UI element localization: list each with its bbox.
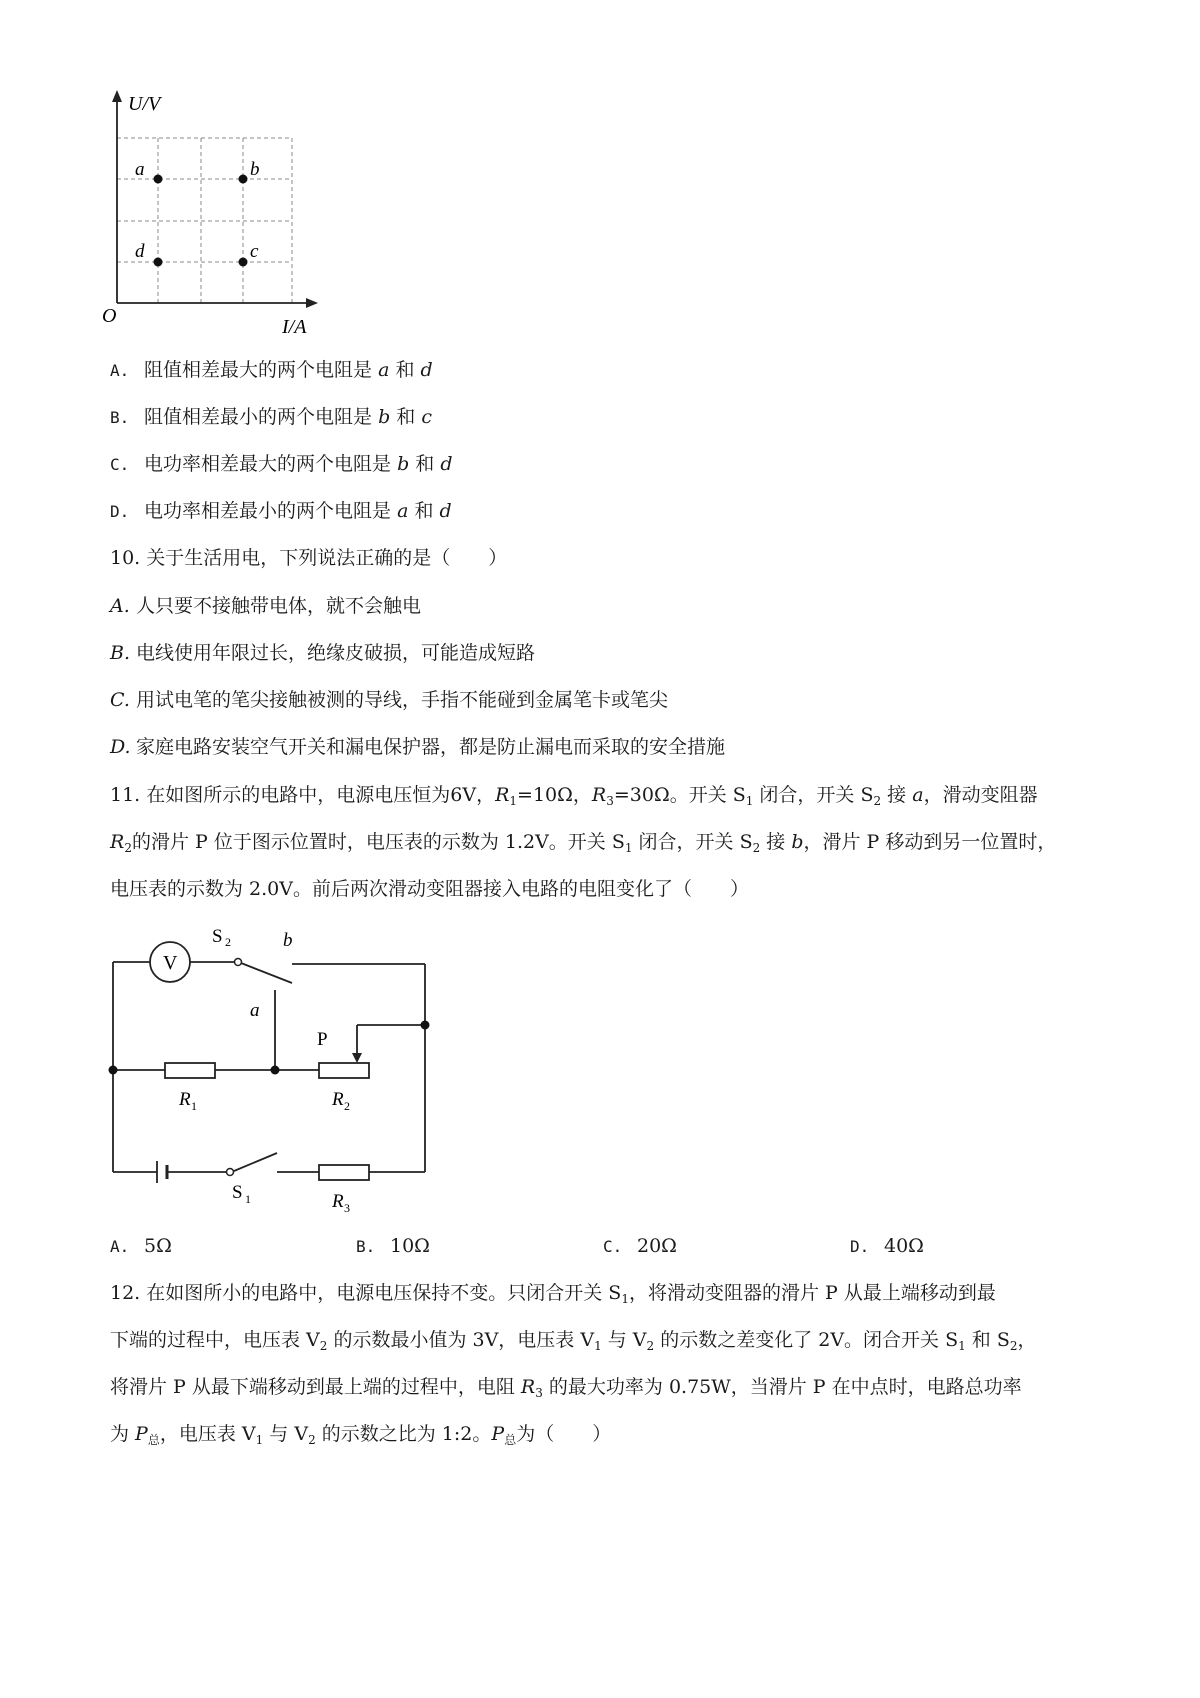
q11-stem-line-3: 电压表的示数为 2.0V。前后两次滑动变阻器接入电路的电阻变化了（ ） <box>110 878 749 900</box>
s1-pivot <box>227 1169 234 1176</box>
s1-label-sub: 1 <box>245 1192 251 1206</box>
r2-label-sub: 2 <box>344 1099 350 1113</box>
q11-stem-line-2: $R_2$的滑片 P 位于图示位置时，电压表的示数为 1.2V。开关 $S_1$ 闭合，开关 $S_2$ 接 b，滑片 P 移动到另一位置时， <box>110 831 1057 855</box>
q10-option-a: A. 人只要不接触带电体，就不会触电 <box>110 595 422 617</box>
slider-arrow <box>352 1053 362 1063</box>
q11-option-c: C. 20Ω <box>603 1235 677 1257</box>
x-axis-label: I/A <box>282 316 307 338</box>
r1-label: R <box>179 1089 191 1110</box>
s2-pivot <box>235 959 242 966</box>
junction-right <box>421 1021 430 1030</box>
q10-option-c: C. 用试电笔的笔尖接触被测的导线，手指不能碰到金属笔卡或笔尖 <box>110 689 669 711</box>
q11-option-b: B. 10Ω <box>356 1235 430 1257</box>
q12-stem-line-2: 下端的过程中，电压表 $V_2$ 的示数最小值为 3V，电压表 $V_1$ 与 $V_2$ 的示数之差变化了 2V。闭合开关 $S_1$ 和 $S_2$， <box>110 1329 1037 1353</box>
point-label-d: d <box>135 241 145 262</box>
point-label-a: a <box>135 159 145 180</box>
s2-label: S <box>212 926 223 947</box>
q9-option-a: A. 阻值相差最大的两个电阻是 a 和 d <box>110 359 433 381</box>
s2-label-sub: 2 <box>225 935 231 949</box>
q10-option-d: D. 家庭电路安装空气开关和漏电保护器，都是防止漏电而采取的安全措施 <box>110 736 726 758</box>
slider-p-label: P <box>317 1029 328 1050</box>
s1-label: S <box>232 1182 243 1203</box>
r1-label-sub: 1 <box>191 1099 197 1113</box>
r3-label: R <box>332 1191 344 1212</box>
q12-stem-line-4: 为 $P_总$，电压表 $V_1$ 与 $V_2$ 的示数之比为 1:2。$P_总$为（ ） <box>110 1423 612 1447</box>
point-label-b: b <box>250 159 260 180</box>
resistor-r3 <box>319 1165 369 1180</box>
point-d <box>154 258 163 267</box>
resistor-r2 <box>319 1063 369 1078</box>
q12-stem-line-3: 将滑片 P 从最下端移动到最上端的过程中，电阻 $R_3$ 的最大功率为 0.75W，当滑片 P 在中点时，电路总功率 <box>110 1376 1022 1400</box>
junction-left <box>109 1066 118 1075</box>
q10-option-b: B. 电线使用年限过长，绝缘皮破损，可能造成短路 <box>110 642 536 664</box>
q11-stem-line-1: 11. 在如图所示的电路中，电源电压恒为6V，$R_1=10\Omega$，$R_3=30\Omega$。开关 $S_1$ 闭合，开关 $S_2$ 接 a，滑动变阻器 <box>110 784 1038 808</box>
point-label-c: c <box>250 241 259 262</box>
origin-label: O <box>102 305 117 327</box>
q10-stem: 10. 关于生活用电，下列说法正确的是（ ） <box>110 547 508 569</box>
q9-option-c: C. 电功率相差最大的两个电阻是 b 和 d <box>110 453 453 475</box>
point-c <box>239 258 248 267</box>
r2-label: R <box>332 1089 344 1110</box>
q12-stem-line-1: 12. 在如图所小的电路中，电源电压保持不变。只闭合开关 $S_1$，将滑动变阻器的滑片 P 从最上端移动到最 <box>110 1282 996 1306</box>
q11-option-a: A. 5Ω <box>110 1235 172 1257</box>
q11-circuit-diagram <box>95 915 440 1215</box>
contact-b-label: b <box>283 930 293 951</box>
r3-label-sub: 3 <box>344 1201 350 1215</box>
resistor-r1 <box>165 1063 215 1078</box>
q9-option-b: B. 阻值相差最小的两个电阻是 b 和 c <box>110 406 432 428</box>
q11-option-d: D. 40Ω <box>850 1235 924 1257</box>
point-b <box>239 175 248 184</box>
contact-a-label: a <box>250 1000 260 1021</box>
ui-graph <box>100 90 340 340</box>
point-a <box>154 175 163 184</box>
graph-axes <box>112 90 318 308</box>
voltmeter-label: V <box>163 952 178 974</box>
q9-option-d: D. 电功率相差最小的两个电阻是 a 和 d <box>110 500 452 522</box>
y-axis-label: U/V <box>128 93 161 115</box>
junction-mid <box>271 1066 280 1075</box>
